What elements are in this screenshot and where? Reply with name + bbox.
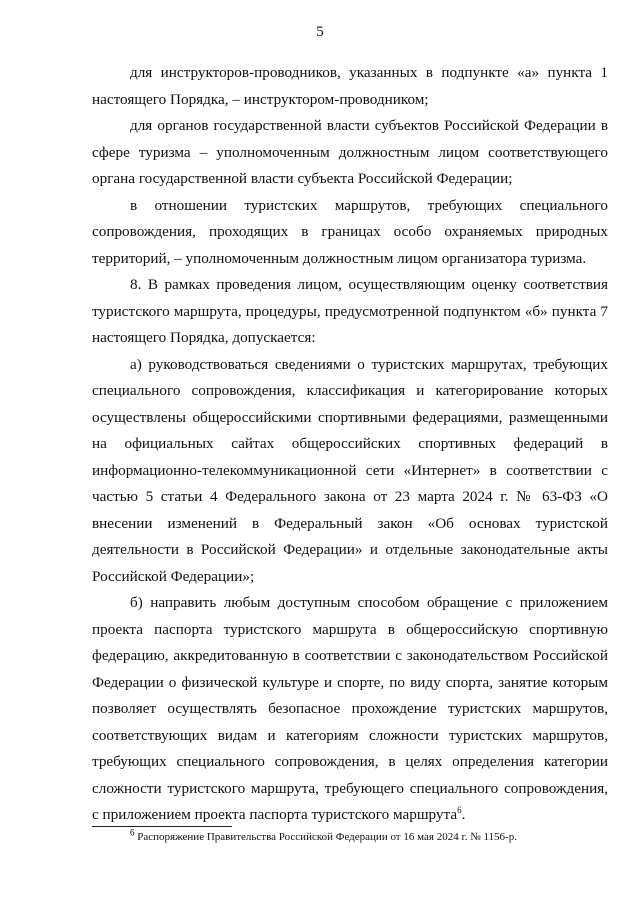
footnote <box>130 827 610 844</box>
paragraph-state-authorities: для органов государственной власти субъектов Российской Федерации в сфере туризма – уполномоченным должностным лицом соответствующего органа государственной власти субъекта Российской Федерации; <box>92 117 608 187</box>
paragraph-item-8: 8. В рамках проведения лицом, осуществляющим оценку соответствия туристского маршрута, процедуры, предусмотренной подпунктом «б» пункта 7 настоящего Порядка, допускается: <box>92 276 608 346</box>
paragraph-protected-territories: в отношении туристских маршрутов, требующих специального сопровождения, проходящих в границах особо охраняемых природных территорий, – уполномоченным должностным лицом организатора туризма. <box>92 196 608 267</box>
paragraph-instructors: для инструкторов-проводников, указанных в подпункте «а» пункта 1 настоящего Порядка, – инструктором-проводником; <box>92 64 608 108</box>
footnote-separator <box>92 826 232 827</box>
footnote-reference: 6 <box>457 804 462 815</box>
page-number: 5 <box>316 24 324 40</box>
footnote-text: Распоряжение Правительства Российской Федерации от 16 мая 2024 г. № 1156-р. <box>137 831 517 843</box>
paragraph-subitem-a: а) руководствоваться сведениями о туристских маршрутах, требующих специального сопровождения, классификация и категорирование которых осуществлены общероссийскими спортивными федерациями, размещенными на официальных сайтах общероссийских спортивных федераций в информационно-телекоммуникационной сети «Интернет» в соответствии с частью 5 статьи 4 Федерального закона от 23 марта 2024 г. № 63-ФЗ «О внесении изменений в Федеральный закон «Об основах туристской деятельности в Российской Федерации» и отдельные законодательные акты Российской Федерации»; <box>92 355 608 585</box>
document-body <box>92 60 608 829</box>
paragraph-subitem-b: б) направить любым доступным способом обращение с приложением проекта паспорта туристского маршрута в общероссийскую спортивную федерацию, аккредитованную в соответствии с законодательством Российской Федерации о физической культуре и спорте, по виду спорта, занятие которым позволяет осуществлять безопасное прохождение туристских маршрутов, соответствующих видам и категориям сложности туристских маршрутов, требующих специального сопровождения, в целях определения категории сложности туристского маршрута, требующего специального сопровождения, с приложением проекта паспорта туристского маршрута$^6$. <box>92 594 608 823</box>
paragraph-subitem-b-text: б) направить любым доступным способом обращение с приложением проекта паспорта туристского маршрута в общероссийскую спортивную федерацию, аккредитованную в соответствии с законодательством Российской Федерации о физической культуре и спорте, по виду спорта, занятие которым позволяет осуществлять безопасное прохождение туристских маршрутов, соответствующих видам и категориям сложности туристских маршрутов, требующих специального сопровождения, в целях определения категории сложности туристского маршрута, требующего специального сопровождения, с приложением проекта паспорта туристского маршрута <box>92 594 608 823</box>
footnote-marker: 6 <box>130 827 135 838</box>
